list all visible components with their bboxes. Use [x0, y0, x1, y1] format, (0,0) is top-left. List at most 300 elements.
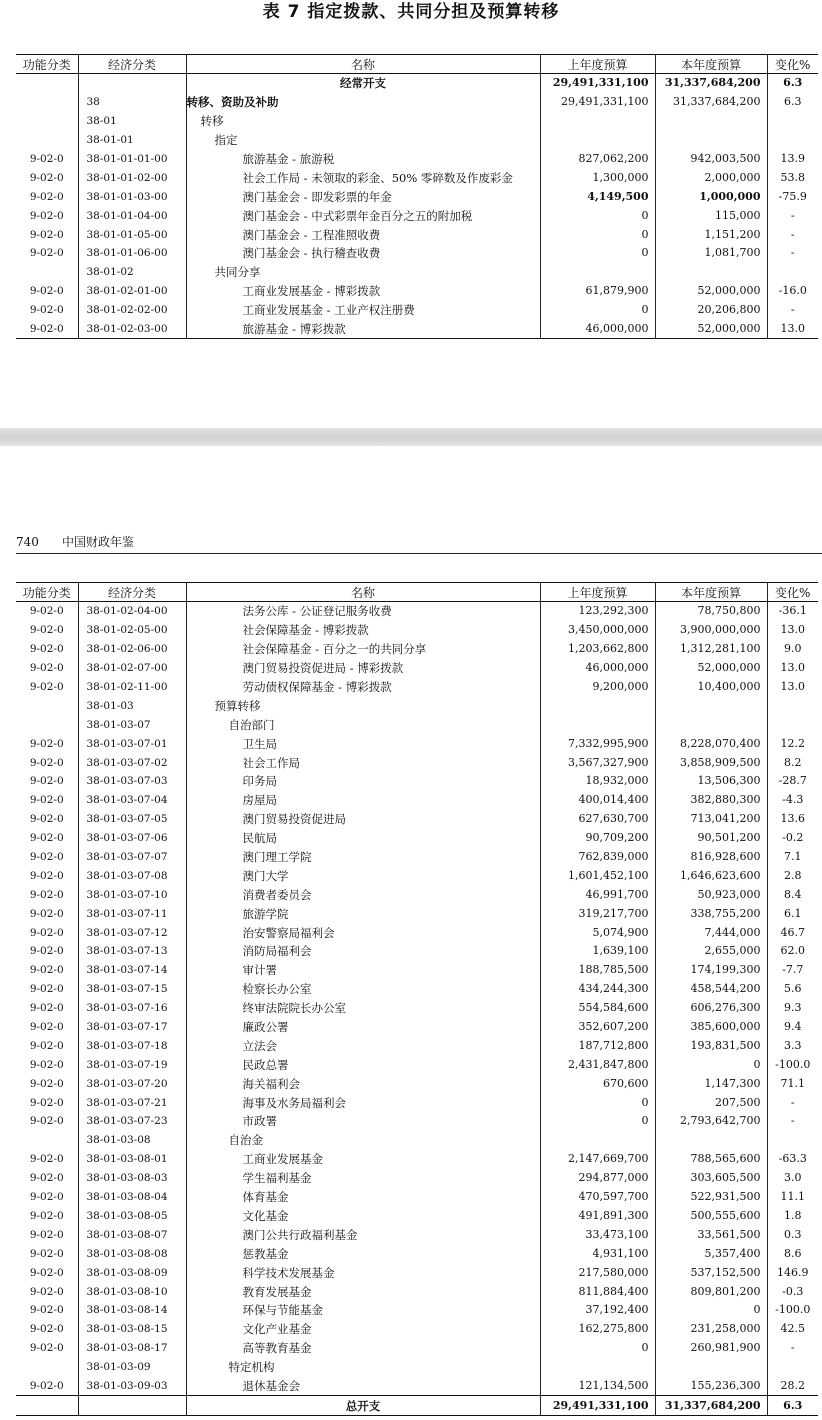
curr-budget-cell: 606,276,300: [655, 999, 767, 1018]
header-name: 名称: [186, 583, 540, 602]
prev-budget-cell: 29,491,331,100: [540, 93, 655, 112]
name-cell: 旅游学院: [186, 904, 540, 923]
econ-cell: 38-01-03-07-13: [78, 942, 186, 961]
change-cell: -: [790, 1341, 795, 1355]
table-row: [16, 1396, 818, 1416]
curr-budget-cell: 90,501,200: [655, 829, 767, 848]
book-title: 中国财政年鉴: [62, 535, 135, 549]
econ-cell: 38-01-03-08-09: [78, 1263, 186, 1282]
func-cell: [16, 263, 78, 282]
header-func: 功能分类: [16, 583, 78, 602]
table-row: [16, 1188, 818, 1207]
table-row: [16, 980, 818, 999]
table-row: [16, 1036, 818, 1055]
change-cell: 11.1: [780, 1190, 805, 1204]
name-cell: 总开支: [186, 1396, 540, 1416]
change-cell: [767, 263, 818, 282]
curr-budget-cell: 0: [655, 1055, 767, 1074]
name-cell: 民政总署: [186, 1055, 540, 1074]
header-name: 名称: [186, 55, 540, 74]
header-prev: 上年度预算: [540, 55, 655, 74]
econ-cell: 38-01-03-08-14: [78, 1301, 186, 1320]
change-cell: 9.4: [784, 1020, 802, 1034]
func-cell: 9-02-0: [16, 320, 78, 339]
name-cell: 治安警察局福利会: [186, 923, 540, 942]
func-cell: 9-02-0: [16, 1055, 78, 1074]
table-row: [16, 263, 818, 282]
name-cell: 审计署: [186, 961, 540, 980]
change-cell: -7.7: [782, 963, 804, 977]
prev-budget-cell: 3,567,327,900: [540, 753, 655, 772]
func-cell: 9-02-0: [16, 866, 78, 885]
curr-budget-cell: 0: [655, 1301, 767, 1320]
prev-budget-cell: 187,712,800: [540, 1036, 655, 1055]
name-cell: 文化基金: [186, 1207, 540, 1226]
table-header-row: [16, 55, 818, 74]
prev-budget-cell: 46,000,000: [540, 320, 655, 339]
table-row: [16, 791, 818, 810]
curr-budget-cell: [655, 715, 767, 734]
func-cell: [16, 1131, 78, 1150]
name-cell: 自治部门: [186, 715, 540, 734]
change-cell: 3.3: [784, 1038, 802, 1052]
curr-budget-cell: 537,152,500: [655, 1263, 767, 1282]
func-cell: [16, 112, 78, 131]
header-curr: 本年度预算: [655, 55, 767, 74]
change-cell: 71.1: [780, 1076, 805, 1090]
prev-budget-cell: [540, 263, 655, 282]
curr-budget-cell: 816,928,600: [655, 848, 767, 867]
change-cell: 8.4: [784, 887, 802, 901]
curr-budget-cell: 942,003,500: [655, 150, 767, 169]
econ-cell: 38-01-03-07-11: [78, 904, 186, 923]
curr-budget-cell: 33,561,500: [655, 1225, 767, 1244]
econ-cell: 38-01-02-06-00: [78, 640, 186, 659]
table-row: [16, 696, 818, 715]
table-body-1: [16, 74, 818, 339]
table-row: [16, 1320, 818, 1339]
running-head: [16, 534, 822, 554]
prev-budget-cell: 3,450,000,000: [540, 621, 655, 640]
name-cell: 澳门贸易投资促进局: [186, 810, 540, 829]
table-row: [16, 659, 818, 678]
curr-budget-cell: 31,337,684,200: [655, 1396, 767, 1416]
curr-budget-cell: [655, 696, 767, 715]
func-cell: 9-02-0: [16, 1301, 78, 1320]
table-row: [16, 810, 818, 829]
change-cell: -: [790, 1114, 795, 1128]
change-cell: 42.5: [780, 1322, 805, 1336]
table-row: [16, 1207, 818, 1226]
change-cell: 8.2: [784, 755, 802, 769]
func-cell: 9-02-0: [16, 1207, 78, 1226]
change-cell: -0.3: [782, 1284, 804, 1298]
prev-budget-cell: 5,074,900: [540, 923, 655, 942]
table-row: [16, 168, 818, 187]
table-row: [16, 206, 818, 225]
table-row: [16, 112, 818, 131]
func-cell: 9-02-0: [16, 885, 78, 904]
table-body-2: [16, 602, 818, 1416]
prev-budget-cell: 61,879,900: [540, 282, 655, 301]
func-cell: [16, 1396, 78, 1416]
curr-budget-cell: 52,000,000: [655, 659, 767, 678]
name-cell: 澳门基金会 - 工程准照收费: [186, 225, 540, 244]
prev-budget-cell: 352,607,200: [540, 1018, 655, 1037]
func-cell: 9-02-0: [16, 1263, 78, 1282]
econ-cell: 38-01-02: [78, 263, 186, 282]
table-row: [16, 923, 818, 942]
prev-budget-cell: 29,491,331,100: [540, 1396, 655, 1416]
econ-cell: 38-01-03-09-03: [78, 1377, 186, 1396]
curr-budget-cell: 13,506,300: [655, 772, 767, 791]
table-row: [16, 187, 818, 206]
name-cell: 民航局: [186, 829, 540, 848]
curr-budget-cell: [655, 1358, 767, 1377]
econ-cell: 38-01-02-05-00: [78, 621, 186, 640]
prev-budget-cell: [540, 715, 655, 734]
table-row: [16, 1339, 818, 1358]
table-row: [16, 999, 818, 1018]
econ-cell: 38: [78, 93, 186, 112]
change-cell: 6.1: [784, 906, 802, 920]
change-cell: [767, 1358, 818, 1377]
change-cell: -: [790, 1095, 795, 1109]
name-cell: 旅游基金 - 旅游税: [186, 150, 540, 169]
prev-budget-cell: 46,000,000: [540, 659, 655, 678]
change-cell: 0.3: [784, 1227, 802, 1241]
change-cell: [767, 112, 818, 131]
name-cell: 转移: [186, 112, 540, 131]
change-cell: 13.0: [780, 680, 805, 693]
prev-budget-cell: 1,300,000: [540, 168, 655, 187]
prev-budget-cell: 400,014,400: [540, 791, 655, 810]
prev-budget-cell: 2,147,669,700: [540, 1150, 655, 1169]
prev-budget-cell: 294,877,000: [540, 1169, 655, 1188]
change-cell: 6.3: [783, 76, 803, 90]
econ-cell: [78, 1396, 186, 1416]
change-cell: 13.0: [780, 661, 805, 675]
econ-cell: 38-01-01-01-00: [78, 150, 186, 169]
econ-cell: 38-01-03-07-18: [78, 1036, 186, 1055]
name-cell: 法务公库 - 公证登记服务收费: [186, 602, 540, 621]
curr-budget-cell: 231,258,000: [655, 1320, 767, 1339]
curr-budget-cell: 52,000,000: [655, 320, 767, 339]
change-cell: 8.6: [784, 1246, 802, 1260]
func-cell: 9-02-0: [16, 206, 78, 225]
name-cell: 教育发展基金: [186, 1282, 540, 1301]
header-chg: 变化%: [767, 55, 818, 74]
change-cell: -100.0: [775, 1303, 811, 1317]
table-row: [16, 1282, 818, 1301]
table-title: 表 7 指定拨款、共同分担及预算转移: [262, 2, 560, 22]
curr-budget-cell: 713,041,200: [655, 810, 767, 829]
table-row: [16, 829, 818, 848]
econ-cell: 38-01-03-07-08: [78, 866, 186, 885]
table-row: [16, 715, 818, 734]
func-cell: 9-02-0: [16, 1225, 78, 1244]
func-cell: 9-02-0: [16, 829, 78, 848]
name-cell: 海关福利会: [186, 1074, 540, 1093]
table-row: [16, 1093, 818, 1112]
curr-budget-cell: 7,444,000: [655, 923, 767, 942]
table-row: [16, 93, 818, 112]
name-cell: 澳门基金会 - 中式彩票年金百分之五的附加税: [186, 206, 540, 225]
table-row: [16, 1377, 818, 1396]
table-row: [16, 150, 818, 169]
prev-budget-cell: 4,149,500: [540, 187, 655, 206]
table-row: [16, 961, 818, 980]
change-cell: 46.7: [780, 925, 805, 939]
econ-cell: 38-01-02-02-00: [78, 301, 186, 320]
prev-budget-cell: 4,931,100: [540, 1244, 655, 1263]
curr-budget-cell: 522,931,500: [655, 1188, 767, 1207]
func-cell: 9-02-0: [16, 772, 78, 791]
prev-budget-cell: 0: [540, 206, 655, 225]
prev-budget-cell: 33,473,100: [540, 1225, 655, 1244]
curr-budget-cell: 385,600,000: [655, 1018, 767, 1037]
prev-budget-cell: 470,597,700: [540, 1188, 655, 1207]
curr-budget-cell: 50,923,000: [655, 885, 767, 904]
econ-cell: 38-01-01-06-00: [78, 244, 186, 263]
header-func: 功能分类: [16, 55, 78, 74]
change-cell: -28.7: [778, 774, 807, 788]
name-cell: 共同分享: [186, 263, 540, 282]
func-cell: 9-02-0: [16, 999, 78, 1018]
table-header-row: [16, 583, 818, 602]
name-cell: 预算转移: [186, 696, 540, 715]
name-cell: 立法会: [186, 1036, 540, 1055]
prev-budget-cell: 188,785,500: [540, 961, 655, 980]
curr-budget-cell: 78,750,800: [655, 602, 767, 621]
econ-cell: 38-01-01: [78, 131, 186, 150]
table-row: [16, 1225, 818, 1244]
func-cell: 9-02-0: [16, 640, 78, 659]
econ-cell: 38-01-03-07: [78, 715, 186, 734]
prev-budget-cell: 762,839,000: [540, 848, 655, 867]
econ-cell: 38-01-03-07-07: [78, 848, 186, 867]
prev-budget-cell: 319,217,700: [540, 904, 655, 923]
func-cell: 9-02-0: [16, 1188, 78, 1207]
curr-budget-cell: 207,500: [655, 1093, 767, 1112]
curr-budget-cell: 1,312,281,100: [655, 640, 767, 659]
curr-budget-cell: 1,147,300: [655, 1074, 767, 1093]
name-cell: 高等教育基金: [186, 1339, 540, 1358]
name-cell: 学生福利基金: [186, 1169, 540, 1188]
func-cell: 9-02-0: [16, 301, 78, 320]
change-cell: 13.9: [780, 152, 805, 165]
header-chg: 变化%: [767, 583, 818, 602]
change-cell: 6.3: [783, 1398, 803, 1412]
curr-budget-cell: [655, 131, 767, 150]
table-row: [16, 772, 818, 791]
prev-budget-cell: 18,932,000: [540, 772, 655, 791]
func-cell: 9-02-0: [16, 621, 78, 640]
budget-table-part-1: [16, 54, 818, 339]
econ-cell: 38-01-02-01-00: [78, 282, 186, 301]
prev-budget-cell: 217,580,000: [540, 1263, 655, 1282]
page-separator: [0, 428, 822, 446]
table-row: [16, 734, 818, 753]
table-row: [16, 621, 818, 640]
curr-budget-cell: [655, 112, 767, 131]
func-cell: 9-02-0: [16, 1074, 78, 1093]
func-cell: 9-02-0: [16, 1036, 78, 1055]
name-cell: 惩教基金: [186, 1244, 540, 1263]
econ-cell: 38-01-03-07-10: [78, 885, 186, 904]
prev-budget-cell: 0: [540, 1339, 655, 1358]
table-row: [16, 1055, 818, 1074]
prev-budget-cell: 434,244,300: [540, 980, 655, 999]
table-row: [16, 1018, 818, 1037]
econ-cell: 38-01-03-08-01: [78, 1150, 186, 1169]
func-cell: [16, 1358, 78, 1377]
change-cell: [767, 131, 818, 150]
curr-budget-cell: 458,544,200: [655, 980, 767, 999]
prev-budget-cell: 0: [540, 1112, 655, 1131]
prev-budget-cell: 9,200,000: [540, 678, 655, 697]
func-cell: 9-02-0: [16, 187, 78, 206]
curr-budget-cell: 5,357,400: [655, 1244, 767, 1263]
table-row: [16, 1131, 818, 1150]
func-cell: 9-02-0: [16, 1018, 78, 1037]
name-cell: 澳门理工学院: [186, 848, 540, 867]
change-cell: -: [790, 246, 795, 260]
econ-cell: 38-01-03-08-08: [78, 1244, 186, 1263]
func-cell: 9-02-0: [16, 1150, 78, 1169]
name-cell: 工商业发展基金 - 工业产权注册费: [186, 301, 540, 320]
prev-budget-cell: 37,192,400: [540, 1301, 655, 1320]
change-cell: -: [790, 303, 795, 317]
change-cell: [767, 1131, 818, 1150]
header-econ: 经济分类: [78, 583, 186, 602]
page-bottom: [0, 446, 822, 1420]
func-cell: 9-02-0: [16, 244, 78, 263]
name-cell: 自治金: [186, 1131, 540, 1150]
prev-budget-cell: 0: [540, 301, 655, 320]
func-cell: 9-02-0: [16, 150, 78, 169]
table-row: [16, 244, 818, 263]
curr-budget-cell: 382,880,300: [655, 791, 767, 810]
name-cell: 检察长办公室: [186, 980, 540, 999]
name-cell: 卫生局: [186, 734, 540, 753]
curr-budget-cell: 260,981,900: [655, 1339, 767, 1358]
curr-budget-cell: 2,655,000: [655, 942, 767, 961]
func-cell: [16, 715, 78, 734]
prev-budget-cell: [540, 131, 655, 150]
func-cell: 9-02-0: [16, 923, 78, 942]
prev-budget-cell: [540, 1131, 655, 1150]
name-cell: 旅游基金 - 博彩拨款: [186, 320, 540, 339]
curr-budget-cell: [655, 263, 767, 282]
table-row: [16, 1301, 818, 1320]
func-cell: 9-02-0: [16, 753, 78, 772]
econ-cell: [78, 74, 186, 93]
page-top: [0, 0, 822, 428]
name-cell: 社会保障基金 - 百分之一的共同分享: [186, 640, 540, 659]
prev-budget-cell: 2,431,847,800: [540, 1055, 655, 1074]
econ-cell: 38-01-01-05-00: [78, 225, 186, 244]
econ-cell: 38-01-03-07-04: [78, 791, 186, 810]
prev-budget-cell: 670,600: [540, 1074, 655, 1093]
econ-cell: 38-01-03-09: [78, 1358, 186, 1377]
curr-budget-cell: 809,801,200: [655, 1282, 767, 1301]
curr-budget-cell: 2,000,000: [655, 168, 767, 187]
econ-cell: 38-01-03-07-03: [78, 772, 186, 791]
func-cell: 9-02-0: [16, 1112, 78, 1131]
change-cell: -: [790, 227, 795, 241]
curr-budget-cell: 20,206,800: [655, 301, 767, 320]
change-cell: -75.9: [778, 189, 807, 203]
name-cell: 房屋局: [186, 791, 540, 810]
curr-budget-cell: 338,755,200: [655, 904, 767, 923]
econ-cell: 38-01-01-02-00: [78, 168, 186, 187]
func-cell: 9-02-0: [16, 659, 78, 678]
table-row: [16, 1244, 818, 1263]
econ-cell: 38-01-01-04-00: [78, 206, 186, 225]
econ-cell: 38-01-02-11-00: [78, 678, 186, 697]
func-cell: 9-02-0: [16, 168, 78, 187]
table-row: [16, 320, 818, 339]
econ-cell: 38-01-02-07-00: [78, 659, 186, 678]
name-cell: 消防局福利会: [186, 942, 540, 961]
func-cell: 9-02-0: [16, 904, 78, 923]
prev-budget-cell: 554,584,600: [540, 999, 655, 1018]
change-cell: -100.0: [775, 1057, 811, 1071]
table-row: [16, 301, 818, 320]
func-cell: 9-02-0: [16, 282, 78, 301]
curr-budget-cell: 788,565,600: [655, 1150, 767, 1169]
change-cell: 5.6: [784, 982, 802, 996]
econ-cell: 38-01-03-07-19: [78, 1055, 186, 1074]
table-row: [16, 848, 818, 867]
table-row: [16, 1263, 818, 1282]
prev-budget-cell: [540, 1358, 655, 1377]
prev-budget-cell: 491,891,300: [540, 1207, 655, 1226]
econ-cell: 38-01-03-07-23: [78, 1112, 186, 1131]
curr-budget-cell: 1,081,700: [655, 244, 767, 263]
curr-budget-cell: 3,858,909,500: [655, 753, 767, 772]
curr-budget-cell: 1,000,000: [655, 187, 767, 206]
name-cell: 退休基金会: [186, 1377, 540, 1396]
change-cell: 146.9: [777, 1265, 809, 1279]
name-cell: 体育基金: [186, 1188, 540, 1207]
curr-budget-cell: 31,337,684,200: [655, 74, 767, 93]
func-cell: 9-02-0: [16, 1244, 78, 1263]
func-cell: 9-02-0: [16, 1169, 78, 1188]
curr-budget-cell: 303,605,500: [655, 1169, 767, 1188]
table-row: [16, 942, 818, 961]
econ-cell: 38-01-03-07-15: [78, 980, 186, 999]
table-row: [16, 885, 818, 904]
change-cell: -: [790, 208, 795, 222]
curr-budget-cell: [655, 1131, 767, 1150]
econ-cell: 38-01-03-08-05: [78, 1207, 186, 1226]
table-row: [16, 678, 818, 697]
func-cell: 9-02-0: [16, 225, 78, 244]
table-row: [16, 282, 818, 301]
name-cell: 澳门基金会 - 即发彩票的年金: [186, 187, 540, 206]
func-cell: [16, 93, 78, 112]
name-cell: 转移、资助及补助: [186, 93, 540, 112]
change-cell: 9.3: [784, 1001, 802, 1015]
func-cell: 9-02-0: [16, 1320, 78, 1339]
prev-budget-cell: 0: [540, 244, 655, 263]
change-cell: [767, 696, 818, 715]
change-cell: 53.8: [780, 170, 805, 184]
func-cell: [16, 74, 78, 93]
table-row: [16, 640, 818, 659]
